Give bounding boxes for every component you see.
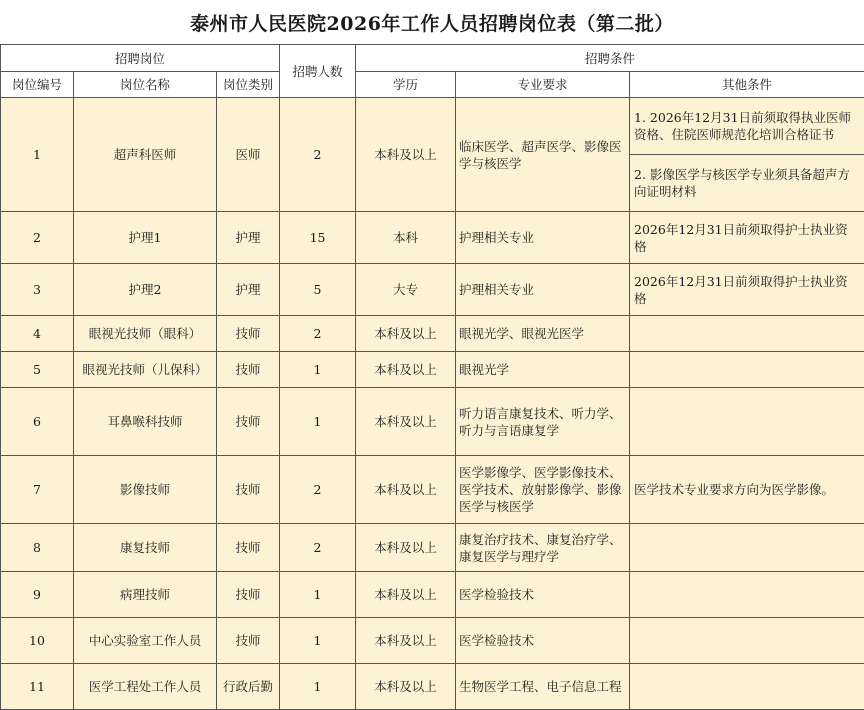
cell-major: 眼视光学 — [456, 352, 630, 388]
cell-other — [630, 524, 864, 572]
cell-post-name: 眼视光技师（儿保科） — [74, 352, 217, 388]
cell-other — [630, 352, 864, 388]
cell-other — [630, 572, 864, 618]
cell-post-name: 影像技师 — [74, 456, 217, 524]
cell-post-name: 眼视光技师（眼科） — [74, 316, 217, 352]
table-row — [1, 388, 864, 456]
cell-major: 生物医学工程、电子信息工程 — [456, 664, 630, 710]
cell-education: 本科及以上 — [356, 618, 456, 664]
cell-post-name: 康复技师 — [74, 524, 217, 572]
cell-post-name: 护理1 — [74, 212, 217, 264]
cell-other: 医学技术专业要求方向为医学影像。 — [630, 456, 864, 524]
cell-post-type: 护理 — [217, 212, 280, 264]
cell-post-type: 技师 — [217, 456, 280, 524]
cell-other — [630, 98, 864, 212]
header-education: 学历 — [356, 72, 456, 98]
cell-post-type: 技师 — [217, 524, 280, 572]
table-row — [1, 316, 864, 352]
cell-other — [630, 618, 864, 664]
cell-post-id: 10 — [1, 618, 74, 664]
table-row — [1, 98, 864, 212]
page-title: 泰州市人民医院2026年工作人员招聘岗位表（第二批） — [0, 0, 864, 45]
cell-post-id: 5 — [1, 352, 74, 388]
table-row — [1, 264, 864, 316]
table-row — [1, 456, 864, 524]
cell-post-id: 11 — [1, 664, 74, 710]
header-post-type: 岗位类别 — [217, 72, 280, 98]
header-major: 专业要求 — [456, 72, 630, 98]
cell-count: 1 — [280, 352, 356, 388]
cell-major: 临床医学、超声医学、影像医学与核医学 — [456, 98, 630, 212]
cell-count: 2 — [280, 524, 356, 572]
cell-post-id: 1 — [1, 98, 74, 212]
header-other: 其他条件 — [630, 72, 864, 98]
cell-major: 医学检验技术 — [456, 572, 630, 618]
cell-count: 2 — [280, 98, 356, 212]
table-row — [1, 664, 864, 710]
cell-major: 康复治疗技术、康复治疗学、康复医学与理疗学 — [456, 524, 630, 572]
other-condition-item: 1. 2026年12月31日前须取得执业医师资格、住院医师规范化培训合格证书 — [630, 98, 864, 155]
cell-education: 本科 — [356, 212, 456, 264]
cell-major: 医学检验技术 — [456, 618, 630, 664]
cell-other — [630, 664, 864, 710]
cell-post-type: 行政后勤 — [217, 664, 280, 710]
cell-education: 本科及以上 — [356, 456, 456, 524]
cell-post-name: 中心实验室工作人员 — [74, 618, 217, 664]
cell-post-id: 2 — [1, 212, 74, 264]
cell-count: 1 — [280, 388, 356, 456]
cell-post-id: 4 — [1, 316, 74, 352]
cell-post-name: 医学工程处工作人员 — [74, 664, 217, 710]
cell-post-type: 技师 — [217, 618, 280, 664]
cell-count: 5 — [280, 264, 356, 316]
cell-post-id: 6 — [1, 388, 74, 456]
cell-education: 大专 — [356, 264, 456, 316]
cell-education: 本科及以上 — [356, 352, 456, 388]
cell-post-id: 7 — [1, 456, 74, 524]
cell-count: 2 — [280, 316, 356, 352]
cell-major: 眼视光学、眼视光医学 — [456, 316, 630, 352]
header-count: 招聘人数 — [280, 45, 356, 98]
header-post-name: 岗位名称 — [74, 72, 217, 98]
cell-post-type: 护理 — [217, 264, 280, 316]
cell-post-name: 耳鼻喉科技师 — [74, 388, 217, 456]
cell-post-type: 技师 — [217, 572, 280, 618]
cell-count: 1 — [280, 618, 356, 664]
cell-count: 1 — [280, 572, 356, 618]
cell-education: 本科及以上 — [356, 524, 456, 572]
table-row — [1, 352, 864, 388]
cell-education: 本科及以上 — [356, 98, 456, 212]
table-body — [1, 98, 864, 710]
cell-other: 2026年12月31日前须取得护士执业资格 — [630, 264, 864, 316]
cell-post-name: 病理技师 — [74, 572, 217, 618]
cell-post-name: 超声科医师 — [74, 98, 217, 212]
cell-major: 护理相关专业 — [456, 264, 630, 316]
header-group-conditions: 招聘条件 — [356, 45, 864, 72]
table-row — [1, 212, 864, 264]
cell-education: 本科及以上 — [356, 664, 456, 710]
cell-education: 本科及以上 — [356, 572, 456, 618]
table-row — [1, 618, 864, 664]
cell-education: 本科及以上 — [356, 316, 456, 352]
cell-education: 本科及以上 — [356, 388, 456, 456]
cell-other — [630, 316, 864, 352]
header-group-post: 招聘岗位 — [1, 45, 280, 72]
cell-other: 2026年12月31日前须取得护士执业资格 — [630, 212, 864, 264]
cell-post-id: 8 — [1, 524, 74, 572]
cell-post-name: 护理2 — [74, 264, 217, 316]
cell-post-type: 技师 — [217, 388, 280, 456]
cell-post-id: 3 — [1, 264, 74, 316]
cell-major: 护理相关专业 — [456, 212, 630, 264]
cell-post-id: 9 — [1, 572, 74, 618]
cell-post-type: 医师 — [217, 98, 280, 212]
cell-post-type: 技师 — [217, 316, 280, 352]
cell-count: 15 — [280, 212, 356, 264]
cell-count: 2 — [280, 456, 356, 524]
table-row — [1, 524, 864, 572]
other-condition-item: 2. 影像医学与核医学专业须具备超声方向证明材料 — [630, 155, 864, 211]
recruitment-table — [0, 44, 864, 710]
cell-major: 医学影像学、医学影像技术、医学技术、放射影像学、影像医学与核医学 — [456, 456, 630, 524]
cell-post-type: 技师 — [217, 352, 280, 388]
table-row — [1, 572, 864, 618]
cell-count: 1 — [280, 664, 356, 710]
cell-other — [630, 388, 864, 456]
cell-major: 听力语言康复技术、听力学、听力与言语康复学 — [456, 388, 630, 456]
header-post-id: 岗位编号 — [1, 72, 74, 98]
